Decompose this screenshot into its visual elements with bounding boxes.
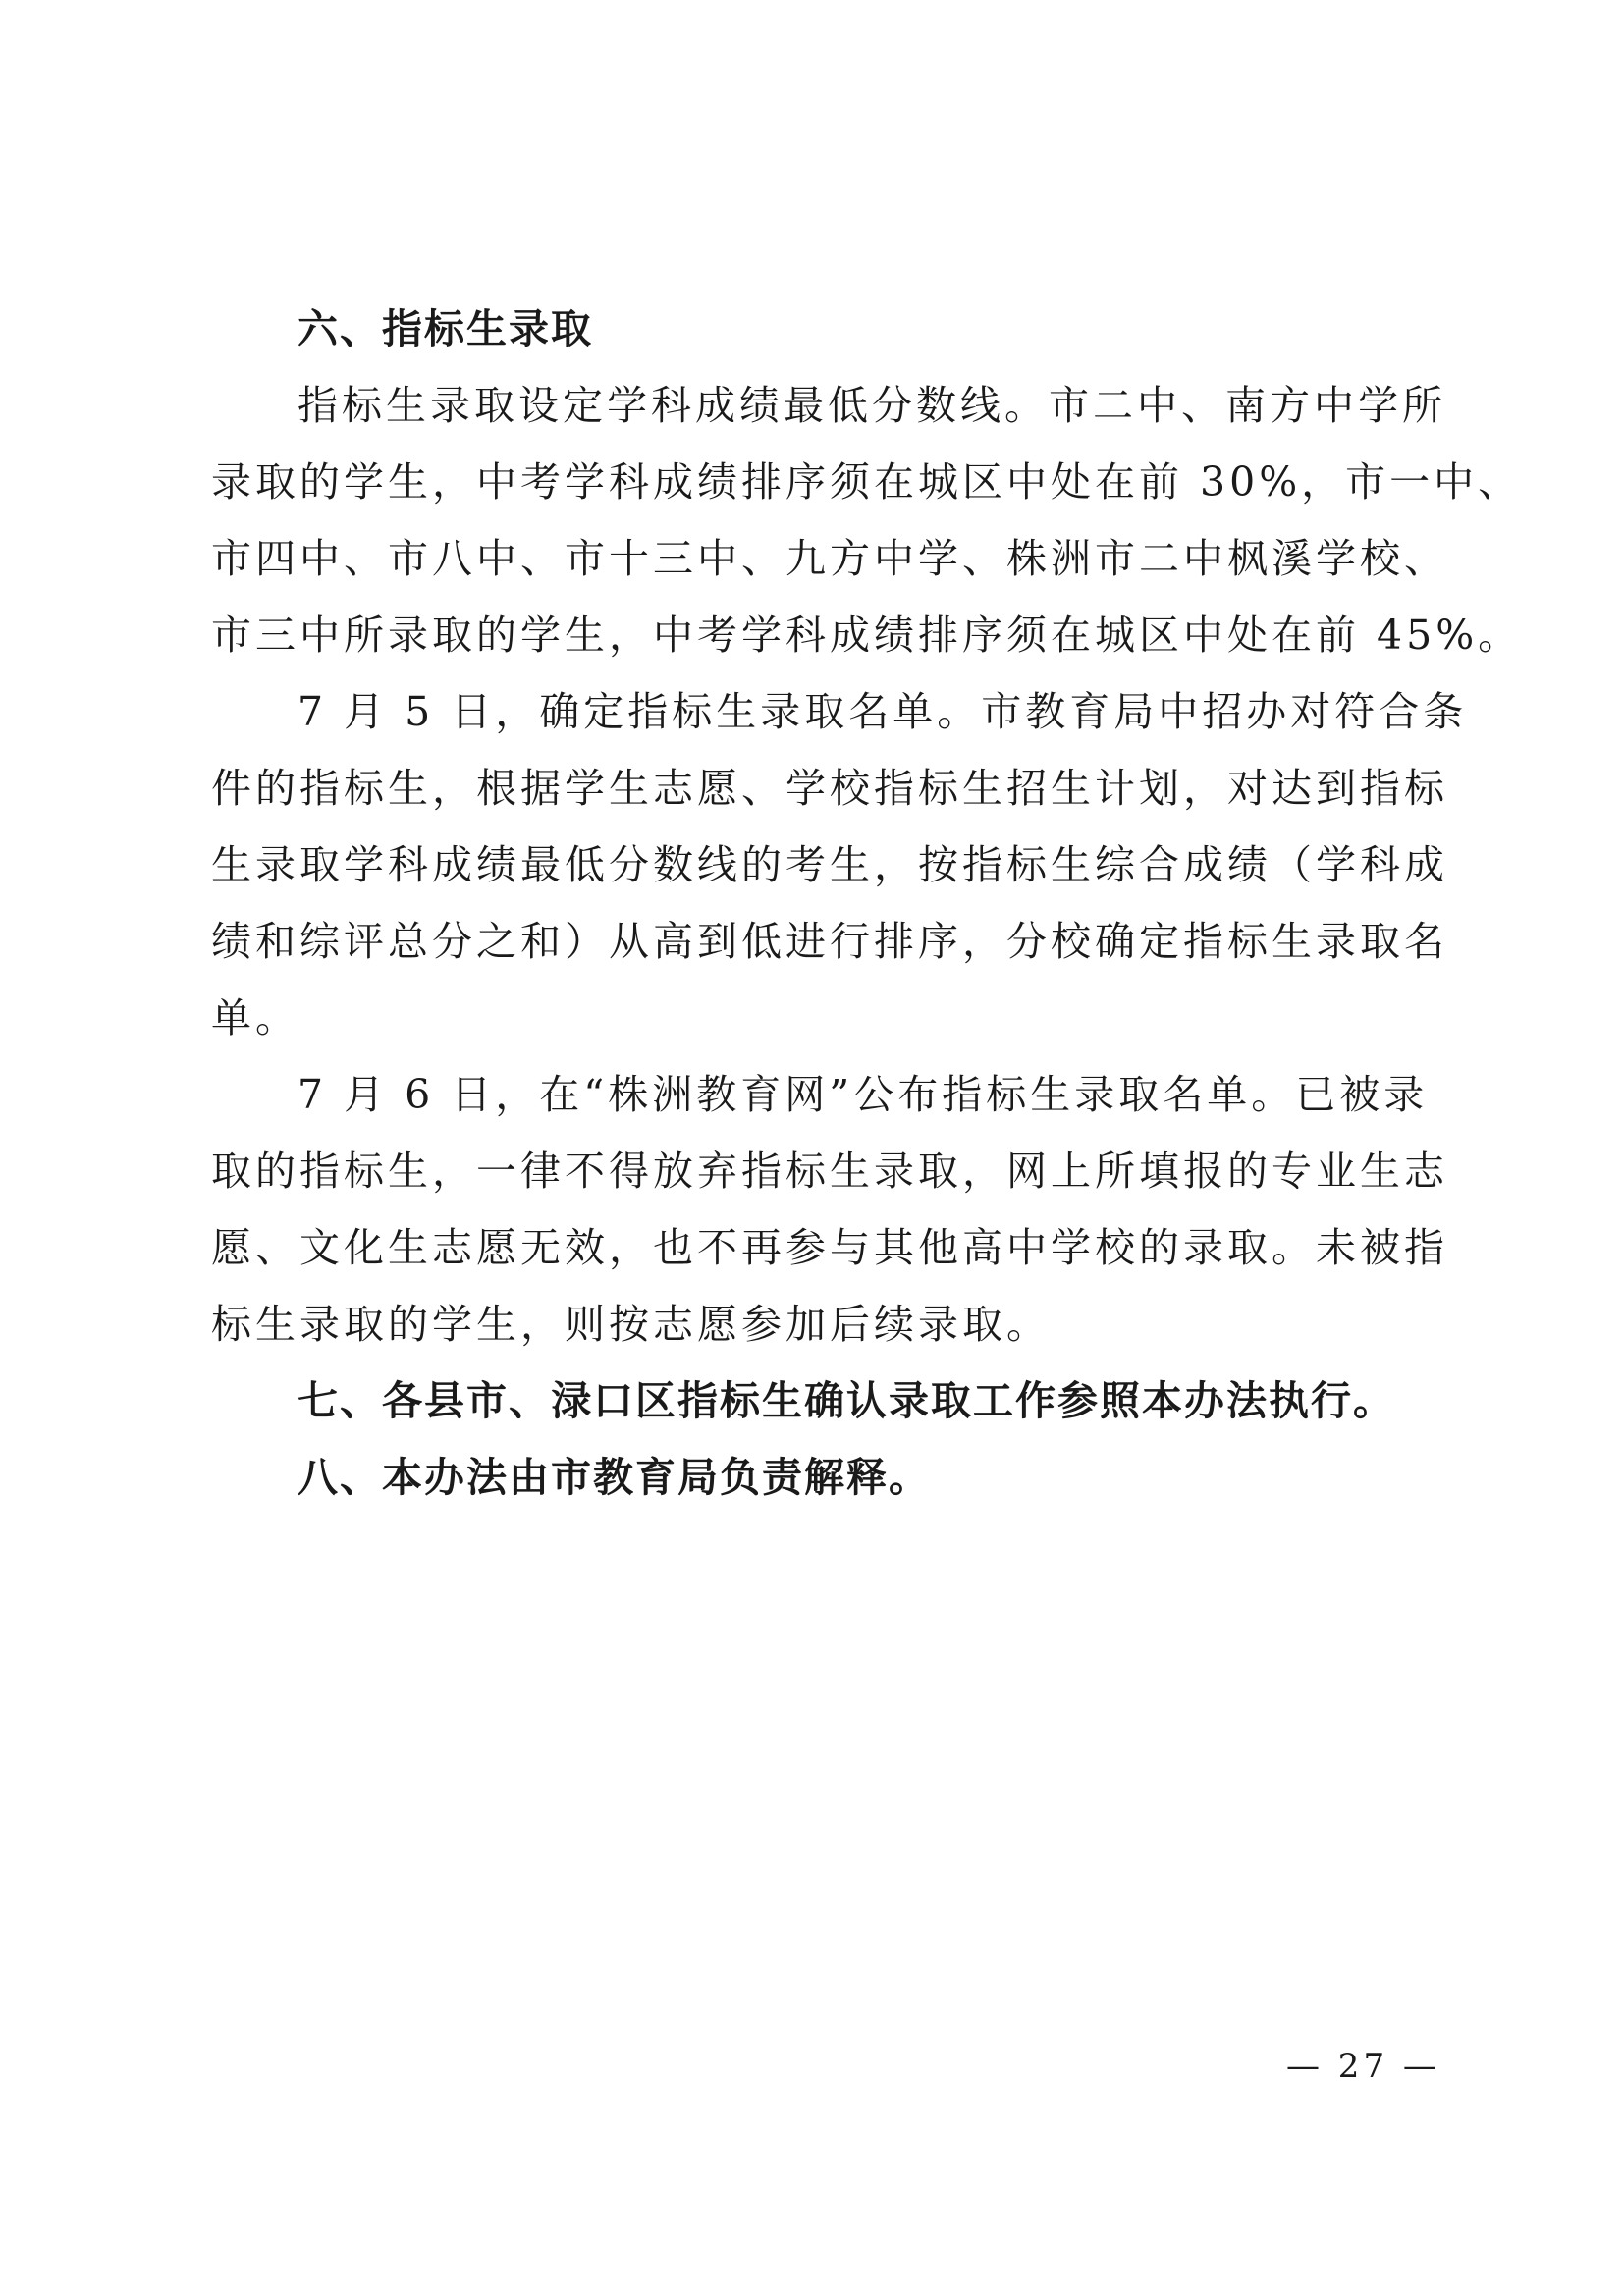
paragraph-line: 市三中所录取的学生，中考学科成绩排序须在城区中处在前 45%。 xyxy=(211,612,1523,659)
paragraph-line: 录取的学生，中考学科成绩排序须在城区中处在前 30%，市一中、 xyxy=(211,458,1523,506)
paragraph-line: 市四中、市八中、市十三中、九方中学、株洲市二中枫溪学校、 xyxy=(211,535,1448,582)
section-6-paragraph-3 xyxy=(211,1056,1448,1362)
paragraph-line: 愿、文化生志愿无效，也不再参与其他高中学校的录取。未被指 xyxy=(211,1224,1448,1271)
section-6-heading: 六、指标生录取 xyxy=(298,305,593,352)
paragraph-line: 指标生录取设定学科成绩最低分数线。市二中、南方中学所 xyxy=(298,382,1446,429)
paragraph-line: 7 月 5 日，确定指标生录取名单。市教育局中招办对符合条 xyxy=(298,688,1468,735)
paragraph-line: 7 月 6 日，在“株洲教育网”公布指标生录取名单。已被录 xyxy=(298,1071,1429,1118)
section-6-paragraph-2 xyxy=(211,673,1468,1056)
paragraph-line: 标生录取的学生，则按志愿参加后续录取。 xyxy=(211,1301,1051,1348)
paragraph-line: 生录取学科成绩最低分数线的考生，按指标生综合成绩（学科成 xyxy=(211,841,1448,888)
section-7-heading: 七、各县市、渌口区指标生确认录取工作参照本办法执行。 xyxy=(298,1377,1395,1424)
document-body xyxy=(211,291,1523,1516)
paragraph-line: 取的指标生，一律不得放弃指标生录取，网上所填报的专业生志 xyxy=(211,1148,1448,1195)
paragraph-line: 绩和综评总分之和）从高到低进行排序，分校确定指标生录取名 xyxy=(211,918,1448,965)
paragraph-line: 单。 xyxy=(211,994,299,1041)
page-number: — 27 — xyxy=(1286,2047,1440,2086)
section-8-heading: 八、本办法由市教育局负责解释。 xyxy=(298,1454,931,1501)
section-6-paragraph-1 xyxy=(211,367,1523,673)
paragraph-line: 件的指标生，根据学生志愿、学校指标生招生计划，对达到指标 xyxy=(211,765,1448,812)
